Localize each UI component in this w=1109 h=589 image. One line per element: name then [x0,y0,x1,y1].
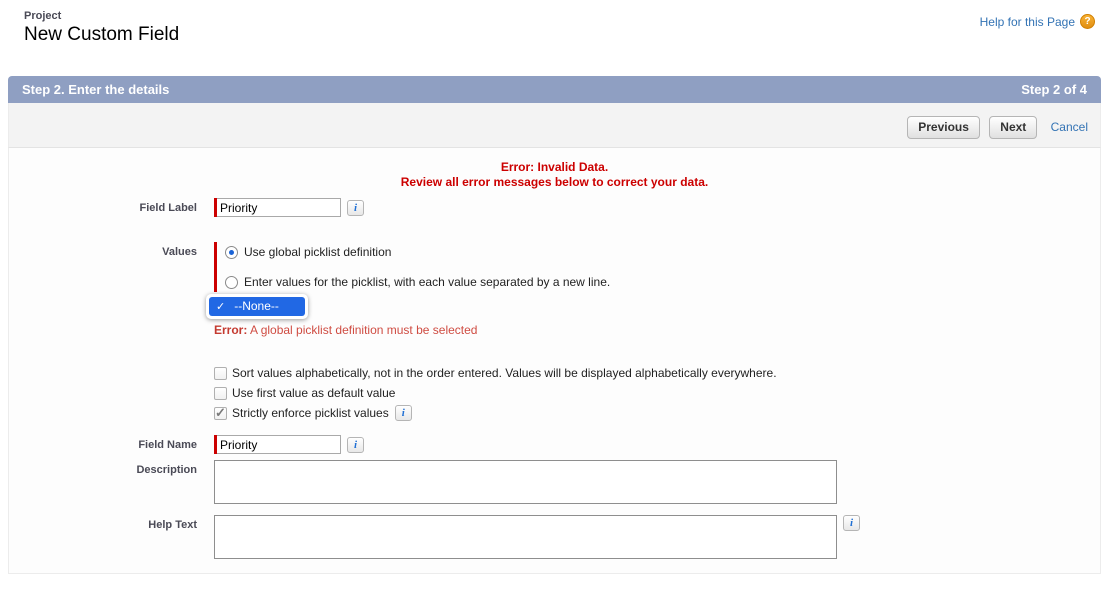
error-summary [9,160,1100,190]
picklist-option-label: --None-- [234,299,279,313]
picklist-error [214,323,1100,337]
step-indicator: Step 2 of 4 [1021,82,1087,97]
sort-values-checkbox[interactable] [214,367,227,380]
required-bar [214,435,341,454]
help-text-label: Help Text [148,519,197,531]
description-label: Description [136,464,197,476]
field-name-row [9,435,1100,454]
picklist-error-prefix: Error: [214,323,248,337]
field-label-input[interactable] [217,198,341,217]
next-button[interactable]: Next [989,116,1037,139]
checkmark-icon: ✓ [216,301,226,313]
picklist-error-text: A global picklist definition must be selected [250,323,478,337]
strictly-enforce-checkbox[interactable] [214,407,227,420]
info-icon[interactable]: i [347,437,364,453]
page-title: New Custom Field [24,24,180,45]
use-global-picklist-radio-label: Use global picklist definition [244,245,392,259]
previous-button[interactable]: Previous [907,116,980,139]
error-summary-line2: Review all error messages below to correct your data. [400,175,709,189]
toolbar [8,103,1101,147]
required-bar [214,198,341,217]
enter-values-radio[interactable] [225,276,238,289]
step-panel [8,76,1101,574]
field-name-label: Field Name [138,439,197,451]
description-textarea[interactable] [214,460,837,504]
picklist-options-checkboxes [214,363,1100,423]
breadcrumb: Project [24,10,62,22]
strictly-enforce-checkbox-label: Strictly enforce picklist values [232,406,389,420]
form-body [8,147,1101,574]
enter-values-radio-label: Enter values for the picklist, with each value separated by a new line. [244,275,611,289]
description-row [9,460,1100,507]
use-global-picklist-radio[interactable] [225,246,238,259]
help-question-icon[interactable]: ? [1080,14,1095,29]
help-text-row [9,515,1100,559]
field-label-label: Field Label [139,202,197,214]
values-label: Values [162,246,197,258]
step-header-title: Step 2. Enter the details [22,82,170,97]
error-summary-line1: Error: Invalid Data. [500,160,609,174]
info-icon[interactable]: i [395,405,412,421]
values-radio-group [214,242,1100,292]
page-header [0,0,1109,58]
picklist-dropdown-open [206,294,308,319]
cancel-link[interactable]: Cancel [1050,120,1088,134]
info-icon[interactable]: i [347,200,364,216]
values-row [9,242,1100,423]
sort-values-checkbox-label: Sort values alphabetically, not in the order entered. Values will be displayed alphabetically everywhere. [232,366,777,380]
help-for-this-page-link[interactable]: Help for this Page [979,14,1075,29]
picklist-option-none[interactable] [209,297,305,316]
field-label-row [9,198,1100,217]
field-name-input[interactable] [217,435,341,454]
help-text-textarea[interactable] [214,515,837,559]
first-value-default-checkbox[interactable] [214,387,227,400]
step-header-bar [8,76,1101,103]
info-icon[interactable]: i [843,515,860,531]
first-value-default-checkbox-label: Use first value as default value [232,386,396,400]
